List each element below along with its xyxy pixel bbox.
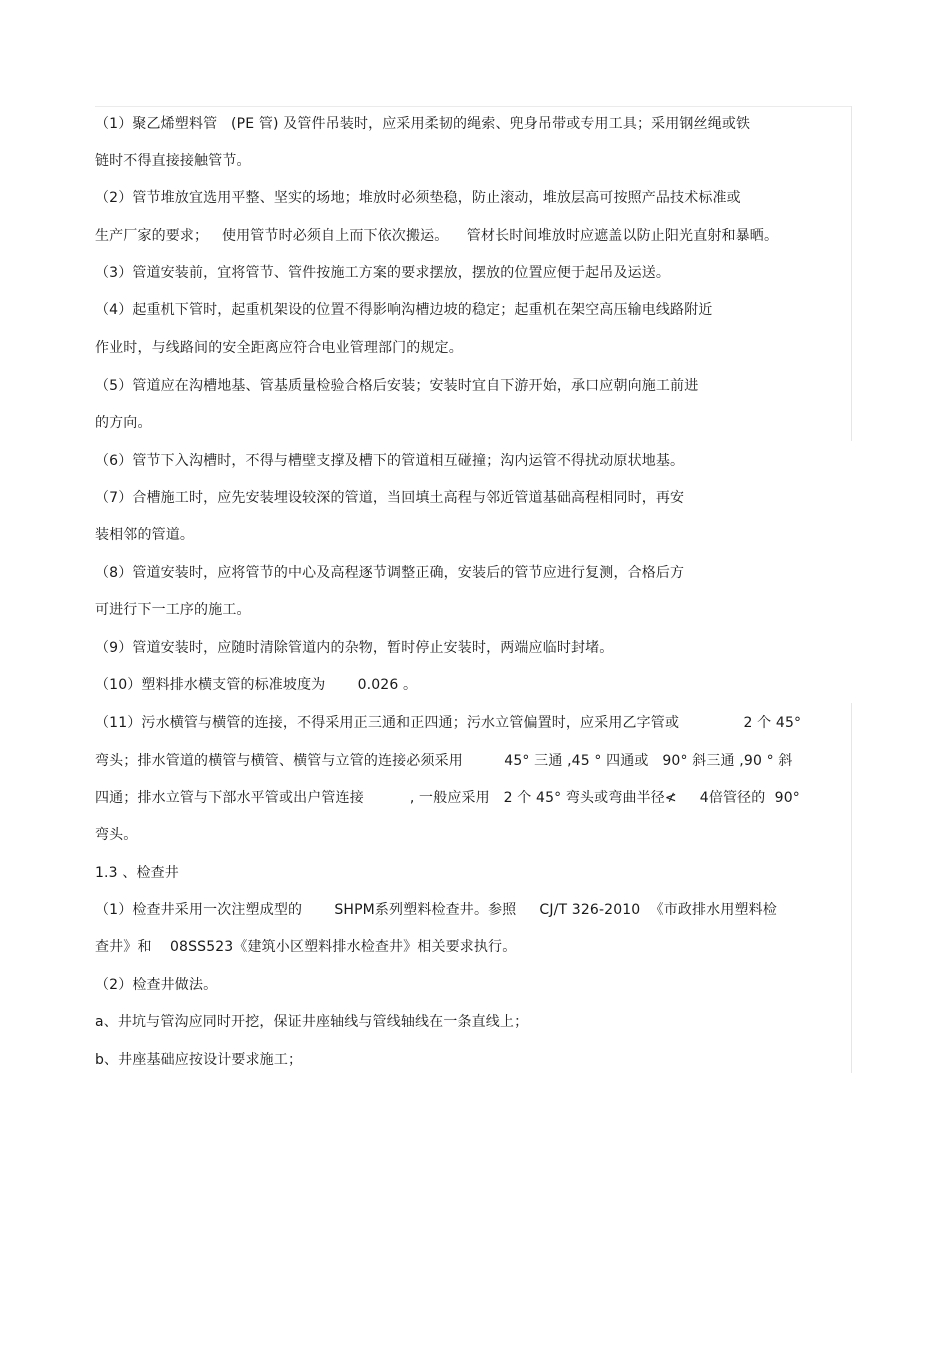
text-line: （8）管道安装时，应将管节的中心及高程逐节调整正确，安装后的管节应进行复测，合格后方 [95, 565, 685, 581]
right-rule-lower [851, 703, 852, 1073]
text-line: 装相邻的管道。 [95, 527, 195, 543]
text-line: （9）管道安装时，应随时清除管道内的杂物，暂时停止安装时，两端应临时封堵。 [95, 640, 614, 656]
text-line: （5）管道应在沟槽地基、管基质量检验合格后安装；安装时宜自下游开始，承口应朝向施工前进 [95, 378, 699, 394]
text-line: 生产厂家的要求； 使用管节时必须自上而下依次搬运。 管材长时间堆放时应遮盖以防止阳光直射和暴晒。 [95, 228, 779, 244]
text-line: 四通；排水立管与下部水平管或出户管连接 , 一般应采用 2 个 45° 弯头或弯曲半径≮ 4倍管径的 90° [95, 790, 800, 806]
section-heading: 1.3 、检查井 [95, 865, 179, 881]
text-line: a、井坑与管沟应同时开挖，保证井座轴线与管线轴线在一条直线上； [95, 1014, 529, 1030]
text-line: （1）检查井采用一次注塑成型的 SHPM系列塑料检查井。参照 CJ/T 326-2010 《市政排水用塑料检 [95, 902, 777, 918]
text-line: 链时不得直接接触管节。 [95, 153, 251, 169]
text-line: （7）合槽施工时，应先安装埋设较深的管道，当回填土高程与邻近管道基础高程相同时，再安 [95, 490, 685, 506]
text-line: （4）起重机下管时，起重机架设的位置不得影响沟槽边坡的稳定；起重机在架空高压输电线路附近 [95, 302, 713, 318]
top-rule [95, 106, 852, 107]
text-line: 弯头；排水管道的横管与横管、横管与立管的连接必须采用 45° 三通 ,45 ° 四通或 90° 斜三通 ,90 ° 斜 [95, 753, 793, 769]
text-line: 可进行下一工序的施工。 [95, 602, 251, 618]
right-rule-upper [851, 106, 852, 441]
text-line: 作业时，与线路间的安全距离应符合电业管理部门的规定。 [95, 340, 463, 356]
text-line: （1）聚乙烯塑料管 (PE 管) 及管件吊装时，应采用柔韧的绳索、兜身吊带或专用工具；采用钢丝绳或铁 [95, 116, 751, 132]
text-line: （3）管道安装前，宜将管节、管件按施工方案的要求摆放，摆放的位置应便于起吊及运送。 [95, 265, 671, 281]
text-line: 弯头。 [95, 827, 138, 843]
text-line: （6）管节下入沟槽时，不得与槽壁支撑及槽下的管道相互碰撞；沟内运管不得扰动原状地基。 [95, 453, 685, 469]
text-line: （2）管节堆放宜选用平整、坚实的场地；堆放时必须垫稳，防止滚动，堆放层高可按照产品技术标准或 [95, 190, 741, 206]
text-line: （2）检查井做法。 [95, 977, 218, 993]
text-line: （10）塑料排水横支管的标准坡度为 0.026 。 [95, 677, 418, 693]
text-line: （11）污水横管与横管的连接，不得采用正三通和正四通；污水立管偏置时，应采用乙字管或 2 个 45° [95, 715, 802, 731]
text-line: b、井座基础应按设计要求施工； [95, 1052, 303, 1068]
text-line: 的方向。 [95, 415, 152, 431]
text-line: 查井》和 08SS523《建筑小区塑料排水检查井》相关要求执行。 [95, 939, 517, 955]
